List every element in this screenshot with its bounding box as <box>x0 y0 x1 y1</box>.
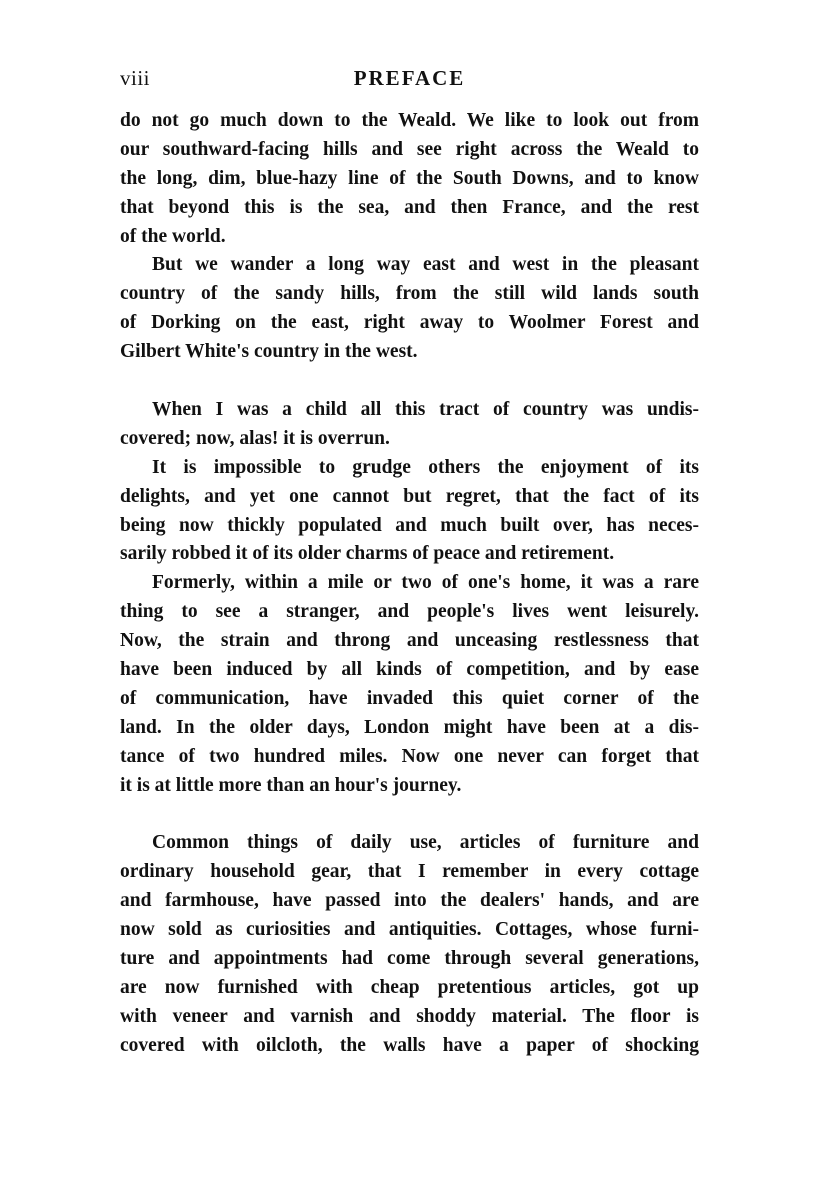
page-number: viii <box>120 66 151 90</box>
text-line: thing to see a stranger, and people's lives went leisurely. <box>120 601 699 623</box>
text-line: ture and appointments had come through several generations, <box>120 948 699 970</box>
text-line: But we wander a long way east and west in the pleasant <box>152 254 699 276</box>
text-line: Now, the strain and throng and unceasing restlessness that <box>120 630 699 652</box>
text-line: our southward-facing hills and see right across the Weald to <box>120 138 699 160</box>
text-line: have been induced by all kinds of competition, and by ease <box>120 659 699 681</box>
text-line: covered; now, alas! it is overrun. <box>120 427 390 449</box>
paragraph <box>120 829 699 1060</box>
text-line: it is at little more than an hour's journey. <box>120 774 462 796</box>
text-line: covered with oilcloth, the walls have a paper of shocking <box>120 1034 699 1056</box>
text-line: are now furnished with cheap pretentious articles, got up <box>120 976 699 998</box>
paragraph <box>120 454 699 570</box>
text-line: delights, and yet one cannot but regret, that the fact of its <box>120 485 699 507</box>
text-line: Formerly, within a mile or two of one's home, it was a rare <box>152 572 699 594</box>
text-line: tance of two hundred miles. Now one never can forget that <box>120 745 699 767</box>
text-line: ordinary household gear, that I remember in every cottage <box>120 861 699 883</box>
text-line: of communication, have invaded this quiet corner of the <box>120 687 699 709</box>
paragraph <box>120 396 699 454</box>
text-line: Gilbert White's country in the west. <box>120 341 418 363</box>
text-line: Common things of daily use, articles of furniture and <box>152 832 699 854</box>
section-gap <box>120 367 699 396</box>
paragraph <box>120 107 699 251</box>
paragraph <box>120 251 699 367</box>
page-header <box>120 66 699 100</box>
text-line: and farmhouse, have passed into the dealers' hands, and are <box>120 890 699 912</box>
text-line: with veneer and varnish and shoddy material. The floor is <box>120 1005 699 1027</box>
text-line: It is impossible to grudge others the enjoyment of its <box>152 456 699 478</box>
body-text <box>120 107 699 1061</box>
text-line: of the world. <box>120 225 226 247</box>
paragraph <box>120 569 699 800</box>
text-line: land. In the older days, London might have been at a dis- <box>120 716 699 738</box>
running-title: PREFACE <box>353 66 466 90</box>
text-line: sarily robbed it of its older charms of peace and retirement. <box>120 543 615 565</box>
text-line: now sold as curiosities and antiquities. Cottages, whose furni- <box>120 919 699 941</box>
text-line: When I was a child all this tract of country was undis- <box>152 399 699 421</box>
text-line: the long, dim, blue-hazy line of the South Downs, and to know <box>120 167 699 189</box>
text-line: being now thickly populated and much built over, has neces- <box>120 514 699 536</box>
text-line: of Dorking on the east, right away to Woolmer Forest and <box>120 312 699 334</box>
text-line: country of the sandy hills, from the still wild lands south <box>120 283 699 305</box>
text-line: that beyond this is the sea, and then France, and the rest <box>120 196 699 218</box>
section-gap <box>120 800 699 829</box>
text-line: do not go much down to the Weald. We like to look out from <box>120 110 699 131</box>
